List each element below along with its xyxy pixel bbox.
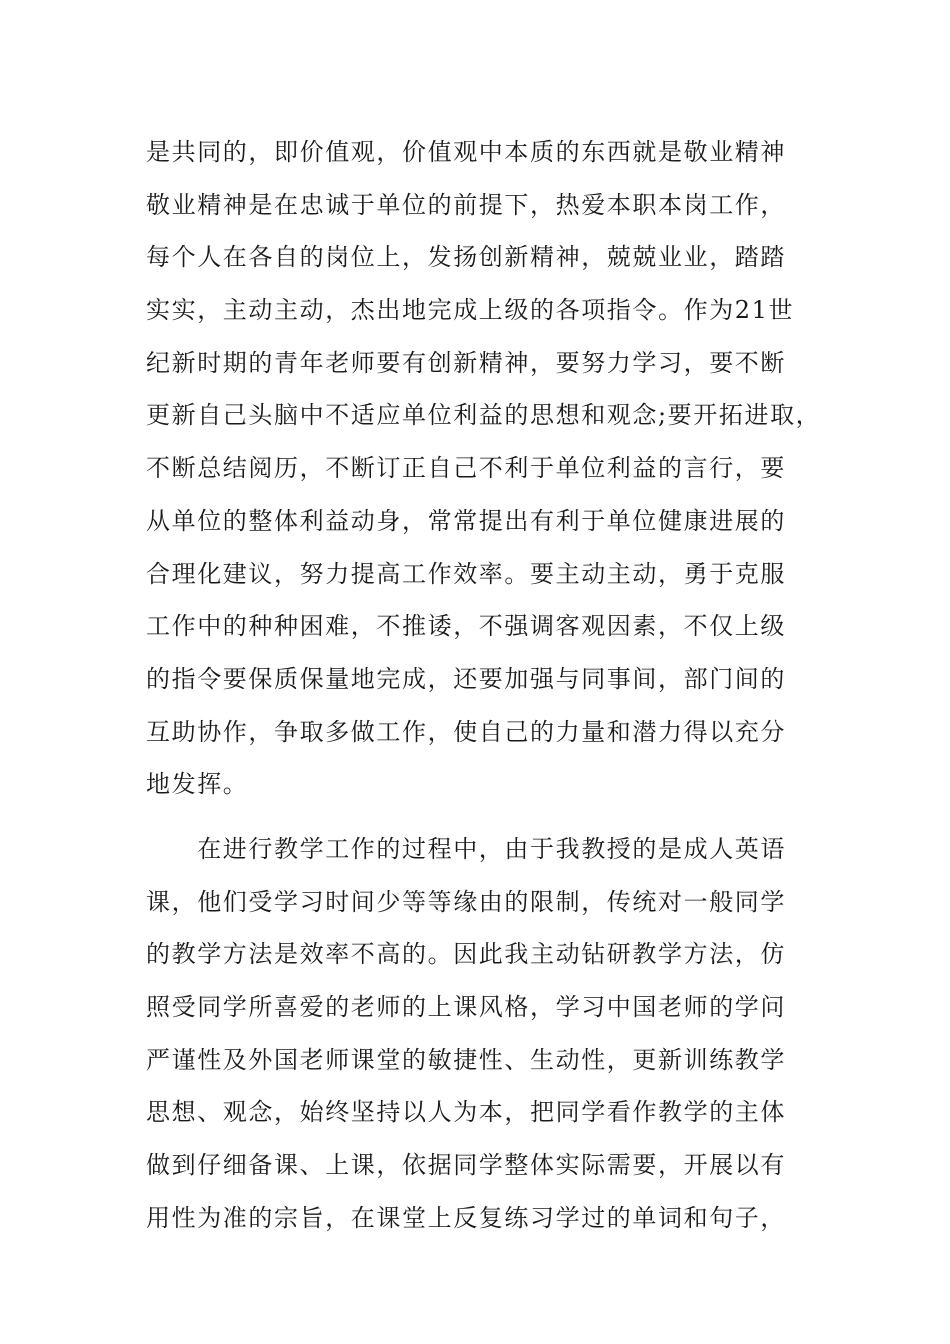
paragraph-work-ethic (146, 126, 836, 811)
text-line: 合理化建议，努力提高工作效率。要主动主动，勇于克服 (146, 559, 786, 588)
text-line: 是共同的，即价值观，价值观中本质的东西就是敬业精神 (146, 138, 786, 166)
text-line: 纪新时期的青年老师要有创新精神，要努力学习，要不断 (146, 348, 786, 377)
text-line: 地发挥。 (146, 770, 249, 799)
text-line: 工作中的种种困难，不推诿，不强调客观因素，不仅上级 (146, 612, 786, 641)
text-line: 在进行教学工作的过程中，由于我教授的是成人英语 (146, 835, 786, 863)
text-line: 的指令要保质保量地完成，还要加强与同事间，部门间的 (146, 664, 786, 693)
text-line: 敬业精神是在忠诚于单位的前提下，热爱本职本岗工作， (146, 190, 786, 219)
text-line: 不断总结阅历，不断订正自己不利于单位利益的言行，要 (146, 454, 786, 483)
text-line: 照受同学所喜爱的老师的上课风格，学习中国老师的学问 (146, 993, 786, 1022)
text-line: 严谨性及外国老师课堂的敏捷性、生动性，更新训练教学 (146, 1045, 786, 1074)
paragraph-teaching (146, 823, 836, 1245)
text-line: 思想、观念，始终坚持以人为本，把同学看作教学的主体 (146, 1098, 786, 1127)
text-line: 互助协作，争取多做工作，使自己的力量和潜力得以充分 (146, 717, 786, 746)
text-line: 的教学方法是效率不高的。因此我主动钻研教学方法，仿 (146, 940, 786, 969)
text-line: 实实，主动主动，杰出地完成上级的各项指令。作为21世 (146, 296, 795, 325)
text-line: 做到仔细备课、上课，依据同学整体实际需要，开展以有 (146, 1151, 786, 1180)
text-line: 用性为准的宗旨，在课堂上反复练习学过的单词和句子， (146, 1203, 786, 1232)
text-line: 从单位的整体利益动身，常常提出有利于单位健康进展的 (146, 506, 786, 535)
text-line: 课，他们受学习时间少等等缘由的限制，传统对一般同学 (146, 887, 786, 916)
text-line: 每个人在各自的岗位上，发扬创新精神，兢兢业业，踏踏 (146, 243, 786, 272)
text-line: 更新自己头脑中不适应单位利益的思想和观念;要开拓进取， (146, 401, 822, 430)
